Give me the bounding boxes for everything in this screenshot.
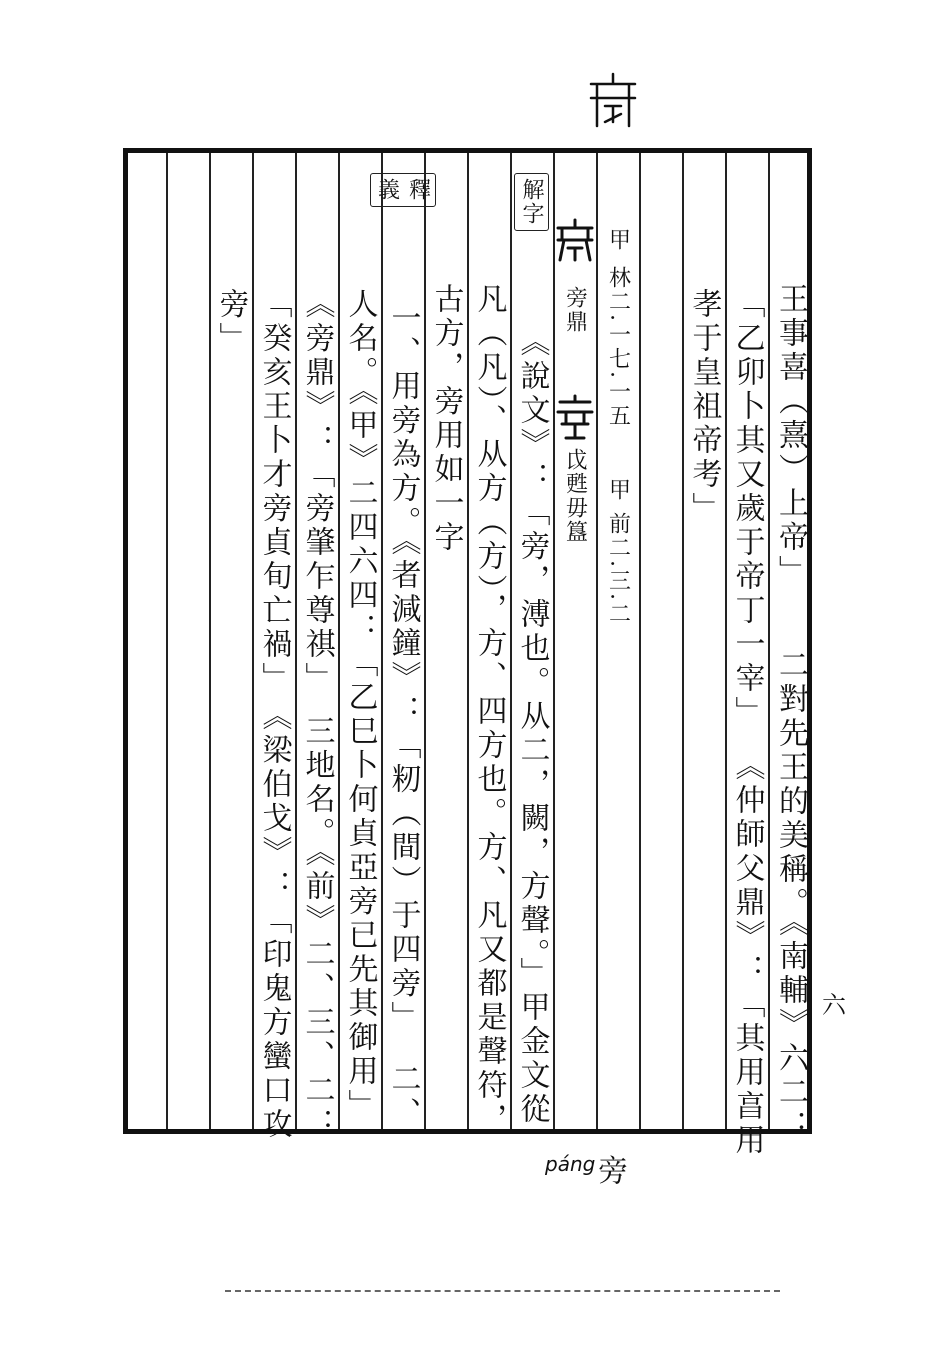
text-column [424, 153, 467, 1129]
bronze-glyph-icon [552, 394, 598, 440]
column-text: 《說文》：「旁，溥也。从二，闕，方聲。」甲金文從 [514, 326, 550, 1127]
column-text: 《仲師父鼎》：「其用亯用 [729, 750, 765, 1158]
glyph-caption: 戉甦毋簋 [562, 448, 588, 544]
reference-text: 前二.三.二 [605, 512, 631, 626]
text-column [295, 153, 338, 1142]
page-number: 六 [822, 991, 846, 1019]
column-text: 「乙卯卜其又歲于帝丁一宰」 [729, 288, 765, 730]
text-column [682, 153, 725, 1129]
bottom-divider [225, 1290, 780, 1292]
text-column [374, 153, 431, 1131]
text-column [725, 153, 768, 1158]
column-text: 王事喜（熹）上帝」 [773, 283, 808, 589]
text-column [467, 153, 510, 1137]
column-text: 旁」 [213, 288, 249, 356]
text-column [768, 153, 812, 1144]
oracle-label: 甲 [605, 228, 631, 252]
glyph-column [553, 153, 596, 1129]
text-column [510, 153, 553, 1129]
section-tag: 解字 [514, 173, 549, 231]
column-rule [639, 153, 641, 1129]
text-column [338, 153, 381, 1129]
column-text: 二對先王的美稱。《南輔》六二： [773, 649, 808, 1144]
reference-text: 林二.一七.一五 [605, 266, 631, 428]
bronze-glyph-icon [552, 218, 598, 264]
column-text: 凡（凡）、从方（方），方、四方也。方、凡又都是聲符， [471, 283, 507, 1137]
oracle-label: 甲 [605, 478, 631, 502]
section-tag: 釋義 [370, 173, 436, 207]
seal-character-icon [583, 70, 643, 130]
column-text: 一、用旁為方。《者減鐘》：「籾（間）于四旁」 [385, 302, 421, 1035]
column-text: 《旁鼎》：「旁肇乍尊祺」 三地名。《前》二、三、二： [299, 288, 335, 1142]
column-rule [166, 153, 168, 1129]
text-column [209, 153, 252, 1129]
column-text: 二、 [385, 1063, 421, 1131]
column-text: 人名。《甲》二四六四：「乙巳卜何貞亞旁已先其御用」 [342, 288, 378, 1123]
glyph-caption: 旁鼎 [562, 286, 588, 334]
text-column [252, 153, 295, 1142]
column-text: 孝于皇祖帝考」 [686, 288, 722, 526]
footer-character: 旁 [598, 1154, 628, 1189]
column-text: 古方，旁用如一字 [428, 283, 464, 555]
reference-column [596, 153, 639, 1129]
manuscript-frame [123, 148, 812, 1158]
column-text: 「癸亥王卜才旁貞旬亡禍」 《梁伯戈》：「印鬼方蠻口攻 [256, 288, 292, 1142]
pinyin-label: páng [545, 1152, 596, 1176]
